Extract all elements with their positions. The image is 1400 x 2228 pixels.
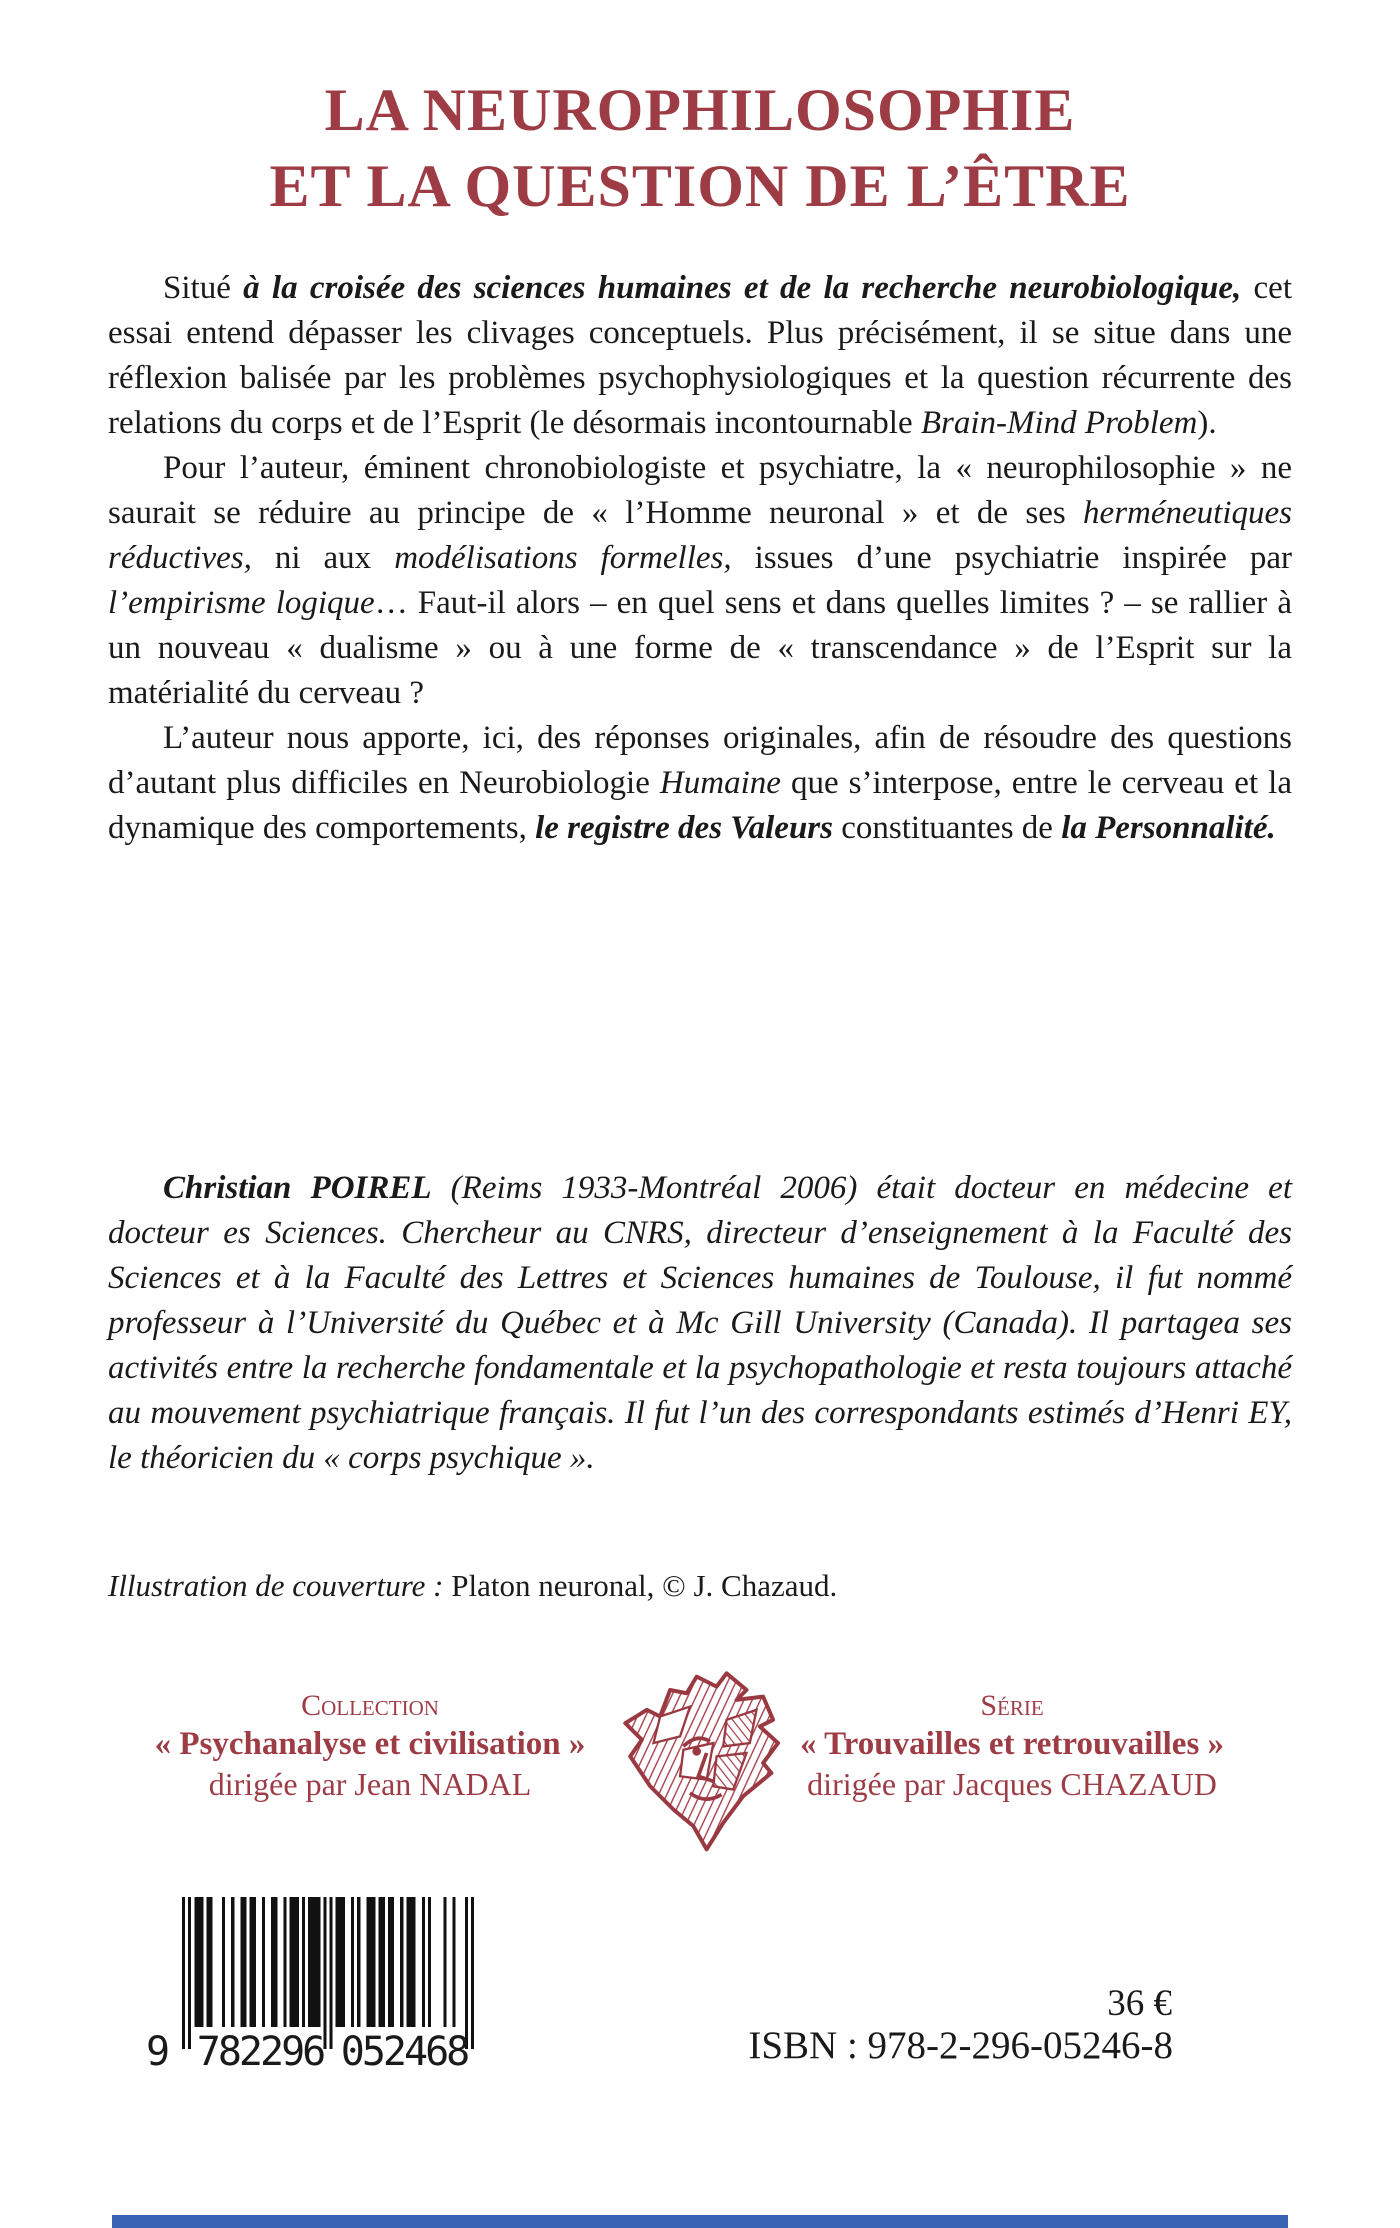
synopsis (108, 266, 1292, 851)
bottom-edge-bar (112, 2215, 1288, 2228)
text-segment: ). (1197, 405, 1217, 441)
book-title (0, 72, 1400, 224)
isbn-label: ISBN : 978-2-296-05246-8 (748, 2024, 1173, 2067)
collection-label: Collection (301, 1689, 439, 1722)
text-segment: Situé (163, 270, 244, 306)
synopsis-paragraph-2 (108, 446, 1292, 716)
series-title: « Trouvailles et retrouvailles » (799, 1726, 1225, 1762)
text-segment: à la croisée des sciences humaines et de la recherche neurobiologique, (243, 270, 1242, 306)
text-segment: constituantes de (833, 810, 1062, 846)
text-segment: le registre des Valeurs (535, 810, 833, 846)
text-segment: herméneutiques réductives, (108, 495, 1292, 576)
text-segment: Illustration de couverture : (108, 1568, 452, 1603)
ean-barcode-bars (182, 1897, 474, 2049)
text-segment: Pour l’auteur, éminent chronobiologiste et psychiatre, la « neurophilosophie » ne saurait se réduire au principe de « l’Homme neuronal » et de ses (108, 450, 1292, 531)
collection-block (140, 1688, 600, 1804)
text-segment: que s’interpose, entre le cerveau et la dynamique des comportements, (108, 765, 1292, 846)
series-label: Série (980, 1689, 1044, 1722)
text-segment: … Faut-il alors – en quel sens et dans quelles limites ? – se rallier à un nouveau « dualisme » ou à une forme de « transcendance » de l’Esprit sur la matérialité du cerveau ? (108, 585, 1292, 711)
text-segment: L’auteur nous apporte, ici, des réponses originales, afin de résoudre des questions d’autant plus difficiles en Neurobiologie (108, 720, 1292, 801)
text-segment: Christian POIREL (163, 1170, 432, 1206)
book-title-line1: LA NEUROPHILOSOPHIE (324, 77, 1076, 143)
ean-digits-right: 052468 (340, 2029, 468, 2075)
cover-illustration-credit (108, 1566, 1292, 1606)
text-segment: la Personnalité. (1061, 810, 1276, 846)
synopsis-paragraph-3 (108, 716, 1292, 851)
ean-barcode-digits (146, 2029, 474, 2077)
text-segment: cet essai entend dépasser les clivages conceptuels. Plus précisément, il se situe dans une réflexion balisée par les problèmes psychophysiologiques et la question récurrente des relations du corps et de l’Esprit (le désormais incontournable (108, 270, 1292, 441)
publisher-emblem-icon (616, 1670, 784, 1856)
text-segment: issues d’une psychiatrie inspirée par (731, 540, 1293, 576)
book-title-line2: ET LA QUESTION DE L’ÊTRE (269, 153, 1131, 219)
ean-digits-left: 782296 (196, 2029, 324, 2075)
text-segment: ni aux (251, 540, 395, 576)
text-segment: (Reims 1933-Montréal 2006) était docteur en médecine et docteur es Sciences. Chercheur au CNRS, directeur d’enseignement à la Faculté des Sciences et à la Faculté des Lettres et Sciences humaines de Toulouse, il fut nommé professeur à l’Université du Québec et à Mc Gill University (Canada). Il partagea ses activités entre la recherche fondamentale et la psychopathologie et resta toujours attaché au mouvement psychiatrique français. Il fut l’un des correspondants estimés d’Henri EY, le théoricien du « corps psychique ». (108, 1170, 1292, 1476)
text-segment: Brain-Mind Problem (920, 405, 1198, 441)
ean-barcode (146, 1897, 474, 2077)
author-bio-paragraph (108, 1166, 1292, 1481)
text-segment: Humaine (659, 765, 781, 801)
series-block (772, 1688, 1252, 1804)
price-label: 36 € (1107, 1983, 1172, 2024)
author-bio (108, 1166, 1292, 1481)
text-segment: modélisations formelles, (394, 540, 732, 576)
ean-digit-prefix: 9 (146, 2029, 168, 2075)
text-segment: Platon neuronal, © J. Chazaud. (451, 1568, 838, 1603)
collection-title: « Psychanalyse et civilisation » (154, 1726, 586, 1762)
text-segment: l’empirisme logique (108, 585, 375, 621)
collection-director: dirigée par Jean NADAL (208, 1766, 532, 1802)
synopsis-paragraph-1 (108, 266, 1292, 446)
series-director: dirigée par Jacques CHAZAUD (807, 1766, 1217, 1802)
